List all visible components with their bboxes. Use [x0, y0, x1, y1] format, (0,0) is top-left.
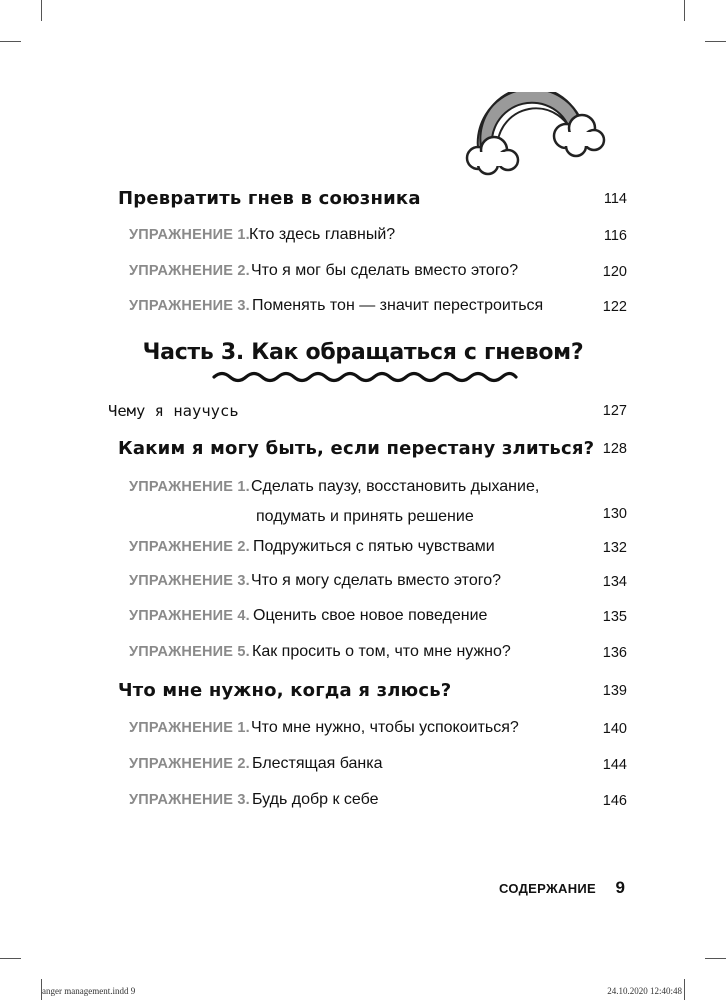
toc-exercise[interactable] — [0, 475, 726, 535]
toc-section[interactable] — [0, 678, 726, 708]
page-number: 139 — [602, 683, 627, 699]
toc-exercise[interactable] — [0, 788, 726, 818]
toc-section[interactable] — [0, 436, 726, 466]
exercise-title: Кто здесь главный? — [249, 226, 396, 243]
crop-mark — [705, 41, 726, 42]
exercise-label: УПРАЖНЕНИЕ 1. — [129, 720, 250, 736]
print-slug-file: anger management.indd 9 — [42, 986, 136, 996]
rainbow-icon — [458, 92, 606, 178]
exercise-label: УПРАЖНЕНИЕ 1. — [129, 227, 250, 243]
part-heading: Часть 3. Как обращаться с гневом? — [142, 340, 584, 365]
toc-exercise[interactable] — [0, 259, 726, 289]
exercise-title: Будь добр к себе — [252, 791, 379, 808]
toc-entry[interactable] — [0, 398, 726, 428]
exercise-title: Что мне нужно, чтобы успокоиться? — [251, 719, 519, 736]
toc-exercise[interactable] — [0, 640, 726, 670]
page-number: 132 — [602, 540, 627, 556]
page-number: 146 — [602, 793, 627, 809]
exercise-title: Что я мог бы сделать вместо этого? — [251, 262, 519, 279]
crop-mark — [684, 979, 685, 1000]
crop-mark — [0, 41, 21, 42]
exercise-title-line2: подумать и принять решение — [256, 508, 474, 525]
exercise-title: Блестящая банка — [252, 755, 383, 772]
exercise-label: УПРАЖНЕНИЕ 3. — [129, 298, 250, 314]
page-number: 135 — [602, 609, 627, 625]
crop-mark — [0, 958, 21, 959]
exercise-title: Поменять тон — значит перестроиться — [252, 297, 544, 314]
page-number: 120 — [602, 264, 627, 280]
crop-mark — [684, 0, 685, 21]
toc-exercise[interactable] — [0, 223, 726, 253]
crop-mark — [705, 958, 726, 959]
exercise-title: Оценить свое новое поведение — [253, 607, 488, 624]
exercise-label: УПРАЖНЕНИЕ 2. — [129, 539, 250, 555]
page-number: 122 — [602, 299, 627, 315]
page-number: 144 — [602, 757, 627, 773]
folio-page-number: 9 — [615, 878, 625, 897]
toc-exercise[interactable] — [0, 569, 726, 599]
page-number: 127 — [602, 403, 627, 419]
toc-exercise[interactable] — [0, 294, 726, 324]
exercise-label: УПРАЖНЕНИЕ 5. — [129, 644, 250, 660]
page-number: 130 — [602, 506, 627, 522]
section-title: Превратить гнев в союзника — [118, 188, 421, 209]
running-footer-label: СОДЕРЖАНИЕ — [499, 881, 596, 896]
page-number: 136 — [602, 645, 627, 661]
print-slug-timestamp: 24.10.2020 12:40:48 — [607, 986, 682, 996]
exercise-label: УПРАЖНЕНИЕ 1. — [129, 479, 250, 495]
toc-exercise[interactable] — [0, 752, 726, 782]
page-number: 114 — [603, 191, 627, 207]
toc-section[interactable] — [0, 186, 726, 216]
section-title: Каким я могу быть, если перестану злиться? — [118, 438, 595, 459]
toc-exercise[interactable] — [0, 604, 726, 634]
exercise-label: УПРАЖНЕНИЕ 4. — [129, 608, 250, 624]
toc-exercise[interactable] — [0, 535, 726, 565]
exercise-label: УПРАЖНЕНИЕ 3. — [129, 792, 250, 808]
exercise-title: Что я могу сделать вместо этого? — [251, 572, 501, 589]
toc-exercise[interactable] — [0, 716, 726, 746]
entry-title: Чему я научусь — [108, 402, 239, 420]
wavy-underline — [212, 370, 518, 384]
section-title: Что мне нужно, когда я злюсь? — [118, 680, 452, 701]
exercise-title: Как просить о том, что мне нужно? — [252, 643, 511, 660]
crop-mark — [41, 0, 42, 21]
exercise-title: Подружиться с пятью чувствами — [253, 538, 495, 555]
page-number: 116 — [603, 228, 627, 244]
exercise-label: УПРАЖНЕНИЕ 2. — [129, 263, 250, 279]
exercise-title: Сделать паузу, восстановить дыхание, — [251, 478, 540, 495]
exercise-label: УПРАЖНЕНИЕ 2. — [129, 756, 250, 772]
page-number: 128 — [602, 441, 627, 457]
exercise-label: УПРАЖНЕНИЕ 3. — [129, 573, 250, 589]
page-number: 134 — [602, 574, 627, 590]
page-number: 140 — [602, 721, 627, 737]
